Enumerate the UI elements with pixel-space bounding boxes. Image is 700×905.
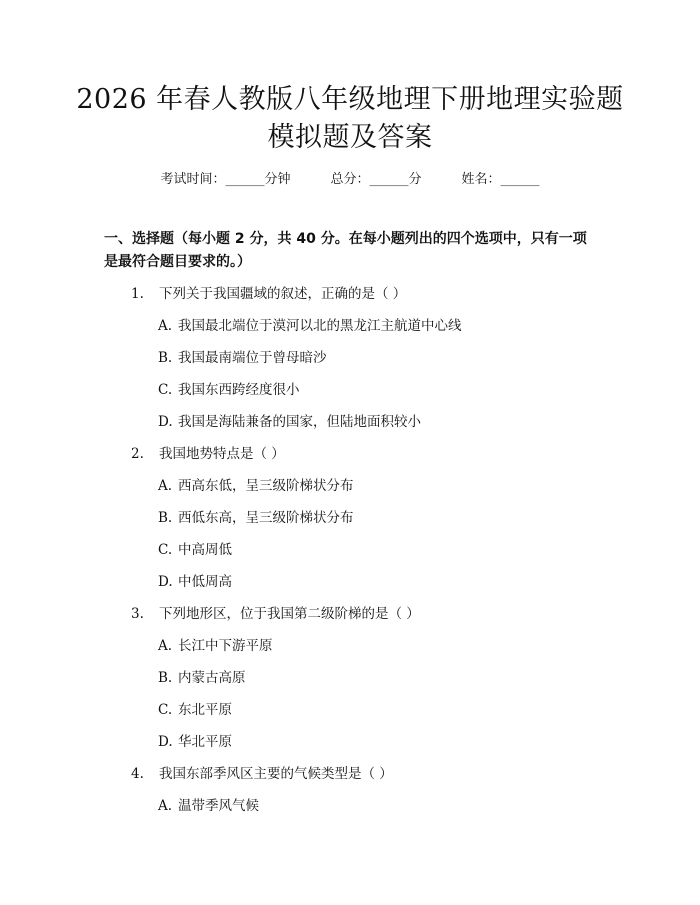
option-letter: D. [158,734,173,750]
option-text: 华北平原 [178,734,232,750]
question-text: 我国东部季风区主要的气候类型是（ ） [159,766,393,782]
option-text: 西低东高，呈三级阶梯状分布 [178,510,354,526]
question-number: 1. [131,286,144,302]
option-text: 东北平原 [178,702,232,718]
option-text: 西高东低，呈三级阶梯状分布 [178,478,354,494]
question-number: 2. [131,446,144,462]
option-letter: A. [158,318,173,334]
question-4-option-a [158,794,259,814]
option-text: 中低周高 [178,574,232,590]
question-2-option-b [158,506,354,526]
question-1-option-b [158,346,327,366]
question-3-option-d [158,730,232,750]
exam-name-field: 姓名：______ [461,172,540,187]
question-2-option-d [158,570,232,590]
question-text: 我国地势特点是（ ） [159,446,285,462]
option-letter: C. [158,542,173,558]
question-3-option-c [158,698,232,718]
document-title-line-2: 模拟题及答案 [267,122,433,153]
question-text: 下列地形区，位于我国第二级阶梯的是（ ） [159,606,420,622]
question-number: 4. [131,766,144,782]
question-number: 3. [131,606,144,622]
exam-meta [0,168,700,187]
section-heading: 一、选择题（每小题 2 分，共 40 分。在每小题列出的四个选项中，只有一项是最符合题目要求的。） [104,231,587,270]
option-letter: B. [158,510,173,526]
question-4 [131,762,393,782]
question-1-option-d [158,410,421,430]
question-2-option-a [158,474,354,494]
exam-time-field: 考试时间：______分钟 [160,172,291,187]
option-text: 我国东西跨经度很小 [178,382,300,398]
question-1-option-c [158,378,300,398]
option-text: 我国最北端位于漠河以北的黑龙江主航道中心线 [178,318,462,334]
option-letter: B. [158,670,173,686]
option-text: 中高周低 [178,542,232,558]
question-3-option-b [158,666,246,686]
option-letter: A. [158,478,173,494]
question-3 [131,602,420,622]
question-1-option-a [158,314,462,334]
question-1 [131,282,406,302]
option-letter: C. [158,382,173,398]
option-letter: D. [158,414,173,430]
option-text: 我国最南端位于曾母暗沙 [178,350,327,366]
option-letter: A. [158,798,173,814]
option-text: 我国是海陆兼备的国家，但陆地面积较小 [178,414,421,430]
question-text: 下列关于我国疆域的叙述，正确的是（ ） [159,286,407,302]
option-text: 长江中下游平原 [178,638,273,654]
option-text: 温带季风气候 [178,798,259,814]
document-title-line-1: 2026 年春人教版八年级地理下册地理实验题 [76,84,624,115]
option-letter: A. [158,638,173,654]
question-3-option-a [158,634,273,654]
exam-score-field: 总分：______分 [330,172,422,187]
question-2-option-c [158,538,232,558]
option-text: 内蒙古高原 [178,670,246,686]
option-letter: C. [158,702,173,718]
question-2 [131,442,285,462]
option-letter: D. [158,574,173,590]
option-letter: B. [158,350,173,366]
